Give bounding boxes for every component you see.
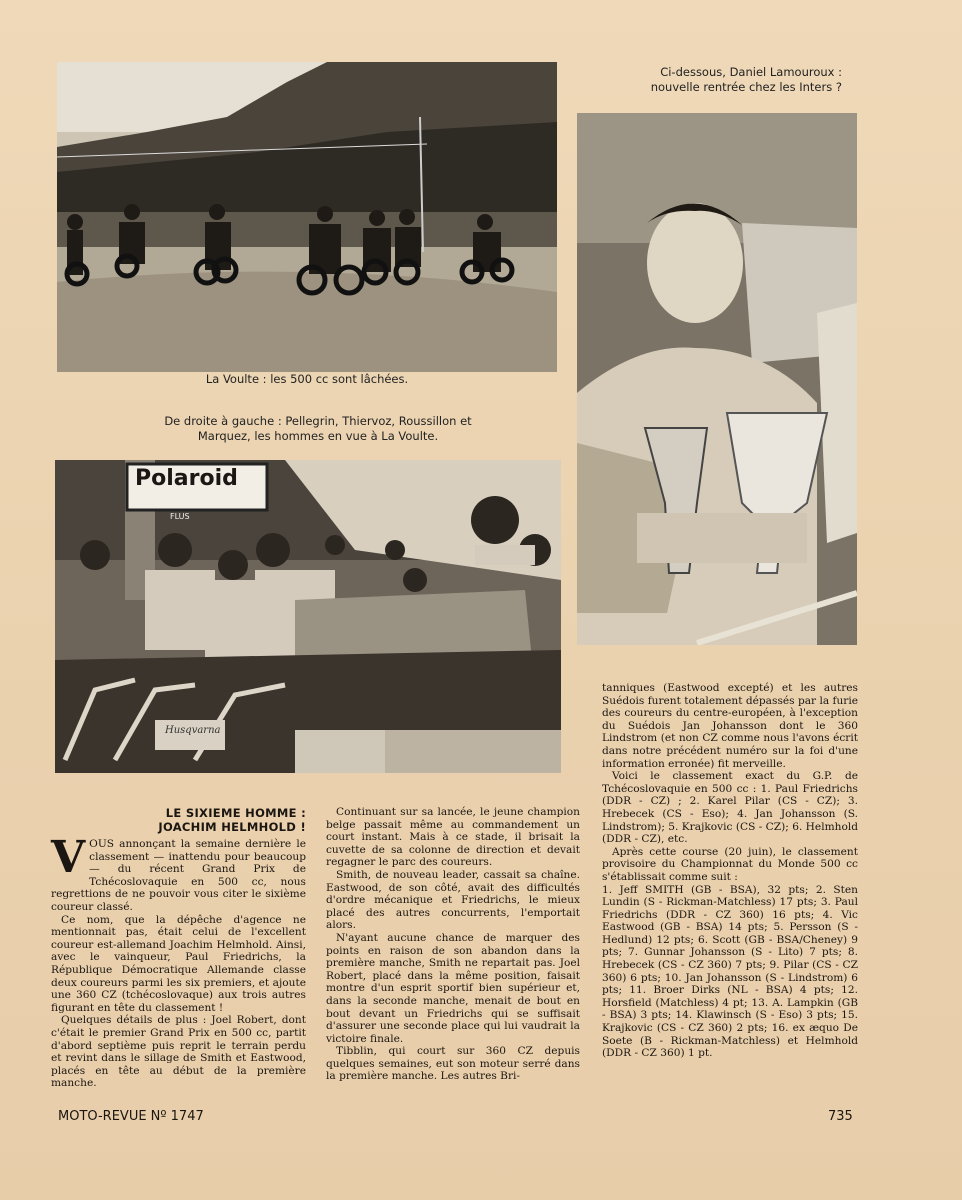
- paragraph-1-3: Quelques détails de plus : Joel Robert, dont c'était le premier Grand Prix en 500 cc, partit d'abord septième puis reprit le terrain perdu et revint dans le sillage de Smith et Eastwood, placés en tête au début de la première manche.: [51, 1014, 306, 1090]
- photo-race-start: [57, 62, 557, 372]
- footer-magazine-issue: MOTO-REVUE Nº 1747: [58, 1109, 204, 1124]
- paragraph-2-2: Smith, de nouveau leader, cassait sa chaîne. Eastwood, de son côté, avait des difficultés d'ordre mécanique et Friedrichs, le mieux placé des autres concurrents, l'emportait alors.: [326, 868, 580, 932]
- polaroid-sign-text: Polaroid: [135, 466, 238, 491]
- paragraph-3-3: Après cette course (20 juin), le classement provisoire du Championnat du Monde 500 cc s'établissait comme suit :: [602, 845, 858, 883]
- paragraph-2-3: N'ayant aucune chance de marquer des points en raison de son abandon dans la première manche, Smith ne repartait pas. Joel Robert, placé dans la même position, faisait montre d'un esprit sportif bien supérieur et, dans la seconde manche, menait de bout en bout devant un Friedrichs qui se suffisait d'assurer une seconde place qui lui vaudrait la victoire finale.: [326, 931, 580, 1045]
- paragraph-1-1-text: OUS annonçant la semaine dernière le classement — inattendu pour beaucoup — du récent Grand Prix de Tchécoslovaquie en 500 cc, nous regrettions de ne pouvoir vous citer le sixième coureur classé.: [51, 838, 306, 913]
- paragraph-2-4: Tibblin, qui court sur 360 CZ depuis quelques semaines, eut son moteur serré dans la première manche. Les autres Bri-: [326, 1045, 580, 1083]
- caption-lamouroux: Ci-dessous, Daniel Lamouroux : nouvelle rentrée chez les Inters ?: [650, 65, 842, 94]
- article-column-3: [602, 682, 858, 1060]
- article-heading-line2: JOACHIM HELMHOLD !: [158, 820, 306, 834]
- flus-sign-text: FLUS: [170, 512, 190, 521]
- caption-race-start: La Voulte : les 500 cc sont lâchées.: [205, 372, 409, 386]
- caption-riders: De droite à gauche : Pellegrin, Thiervoz, Roussillon et Marquez, les hommes en vue à La Voulte.: [164, 414, 472, 443]
- footer-page-number: 735: [828, 1109, 853, 1124]
- paragraph-3-1: tanniques (Eastwood excepté) et les autres Suédois furent totalement dépassés par la furie des coureurs du centre-européen, à l'exception du Suédois Jan Johansson dont le 360 Lindstrom (et non CZ comme nous l'avons écrit dans notre précédent numéro sur la foi d'une information erronée) fit merveille.: [602, 682, 859, 770]
- article-column-1: [51, 806, 306, 1090]
- standings-list: 1. Jeff SMITH (GB - BSA), 32 pts; 2. Sten Lundin (S - Rickman-Matchless) 17 pts; 3. Paul Friedrichs (DDR - CZ 360) 16 pts; 4. Vic Eastwood (GB - BSA) 14 pts; 5. Persson (S - Hedlund) 12 pts; 6. Scott (GB - BSA/Cheney) 9 pts; 7. Gunnar Johansson (S - Lito) 7 pts; 8. Hrebecek (CS - CZ 360) 7 pts; 9. Pilar (CS - CZ 360) 6 pts; 10. Jan Johansson (S - Lindstrom) 6 pts; 11. Broer Dirks (NL - BSA) 4 pts; 12. Horsfield (Matchless) 4 pt; 13. A. Lampkin (GB - BSA) 3 pts; 14. Klawinsch (S - Eso) 3 pts; 15. Krajkovic (CS - CZ 360) 2 pts; 16. ex æquo De Soete (B - Rickman-Matchless) et Helmhold (DDR - CZ 360) 1 pt.: [602, 883, 858, 1060]
- paragraph-2-1: Continuant sur sa lancée, le jeune champion belge passait même au commandement un court instant. Mais à ce stade, il brisait la cuvette de sa colonne de direction et devait regagner le parc des coureurs.: [326, 806, 580, 869]
- article-heading-line1: LE SIXIEME HOMME :: [165, 806, 306, 820]
- article-column-2: [326, 806, 580, 1083]
- article-heading: [51, 806, 306, 834]
- photo-lamouroux-trophy: [577, 113, 857, 645]
- husqvarna-logo-text: Husqvarna: [165, 725, 221, 736]
- photo-riders-podium: [55, 460, 561, 773]
- paragraph-1-1: [51, 832, 306, 914]
- paragraph-1-2: Ce nom, que la dépêche d'agence ne mentionnait pas, était celui de l'excellent coureur est-allemand Joachim Helmhold. Ainsi, avec le vainqueur, Paul Friedrichs, la République Démocratique Allemande classe deux coureurs parmi les six premiers, et ajoute une 360 CZ (tchécoslovaque) aux trois autres figurant en tête du classement !: [51, 913, 306, 1014]
- paragraph-3-2: Voici le classement exact du G.P. de Tchécoslovaquie en 500 cc : 1. Paul Friedrichs (DDR - CZ) ; 2. Karel Pilar (CS - CZ); 3. Hrebecek (CS - Eso); 4. Jan Johansson (S. Lindstrom); 5. Krajkovic (CS - CZ); 6. Helmhold (DDR - CZ), etc.: [602, 770, 858, 846]
- dropcap-letter: V: [51, 832, 86, 883]
